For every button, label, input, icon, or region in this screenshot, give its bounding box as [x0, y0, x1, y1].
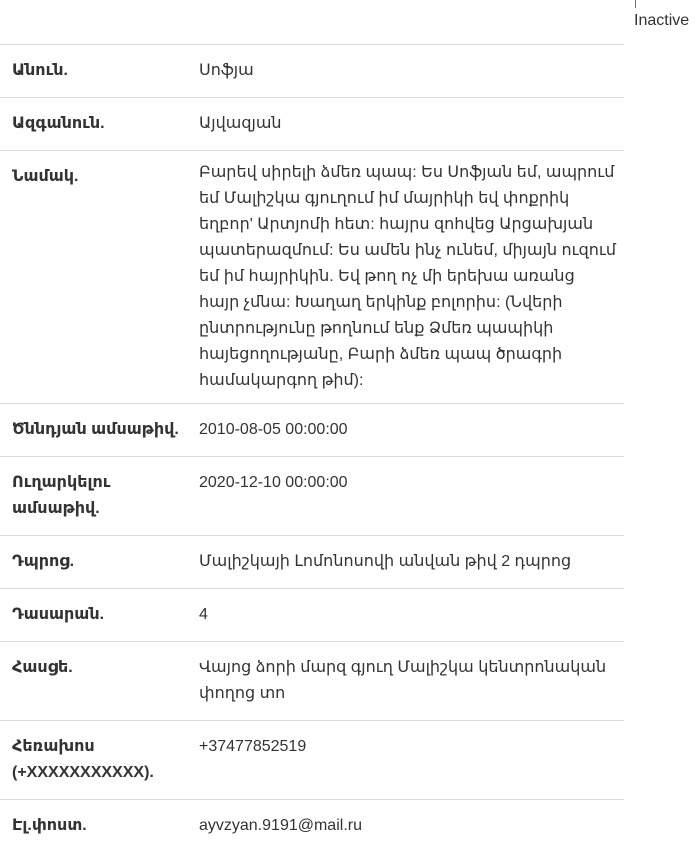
table-row-school: [0, 536, 624, 589]
phone-value: +37477852519: [190, 721, 624, 800]
first-name-label: Անուն.: [0, 45, 190, 98]
table-row-last-name: [0, 98, 624, 151]
status-divider: [635, 0, 636, 8]
last-name-value: Այվազյան: [190, 98, 624, 151]
first-name-value: Սոֆյա: [190, 45, 624, 98]
table-row-send-date: [0, 457, 624, 536]
table-row-birth-date: [0, 404, 624, 457]
table-row-first-name: [0, 45, 624, 98]
letter-value: Բարեվ սիրելի ձմեռ պապ: Ես Սոֆյան եմ, ապրում եմ Մալիշկա գյուղում իմ մայրիկի եվ փոքրիկ եղբոր' Արտյոմի հետ: հայրս զոհվեց Արցախյան պատերազմում: Ես ամեն ինչ ունեմ, միյայն ուզում եմ իմ հայրիկին. Եվ թող ոչ մի երեխա առանց հայր չմնա: Խաղաղ երկինք բոլորիս: (Նվերի ընտրությունը թողնում ենք Ձմեռ պապիկի հայեցողությանը, Բարի ձմեռ պապ ծրագրի համակարգող թիմ):: [190, 151, 624, 404]
letter-label: Նամակ.: [0, 151, 190, 404]
grade-label: Դասարան.: [0, 589, 190, 642]
email-value: ayvzyan.9191@mail.ru: [190, 800, 624, 852]
table-row-email: [0, 800, 624, 852]
address-value: Վայոց ձորի մարզ գյուղ Մալիշկա կենտրոնական փողոց տո: [190, 642, 624, 721]
birth-date-label: Ծննդյան ամսաթիվ.: [0, 404, 190, 457]
send-date-value: 2020-12-10 00:00:00: [190, 457, 624, 536]
address-label: Հասցե.: [0, 642, 190, 721]
status-text: Inactive: [634, 12, 689, 29]
email-label: Էլ.փոստ.: [0, 800, 190, 852]
status-label-wrapper: [634, 10, 689, 32]
school-value: Մալիշկայի Լոմոնոսովի անվան թիվ 2 դպրոց: [190, 536, 624, 589]
birth-date-value: 2010-08-05 00:00:00: [190, 404, 624, 457]
school-label: Դպրոց.: [0, 536, 190, 589]
send-date-label: Ուղարկելու ամսաթիվ.: [0, 457, 190, 536]
details-table: [0, 44, 624, 852]
last-name-label: Ազգանուն.: [0, 98, 190, 151]
grade-value: 4: [190, 589, 624, 642]
table-row-letter: [0, 151, 624, 404]
table-row-address: [0, 642, 624, 721]
phone-label: Հեռախոս (+XXXXXXXXXXX).: [0, 721, 190, 800]
table-row-phone: [0, 721, 624, 800]
table-row-grade: [0, 589, 624, 642]
